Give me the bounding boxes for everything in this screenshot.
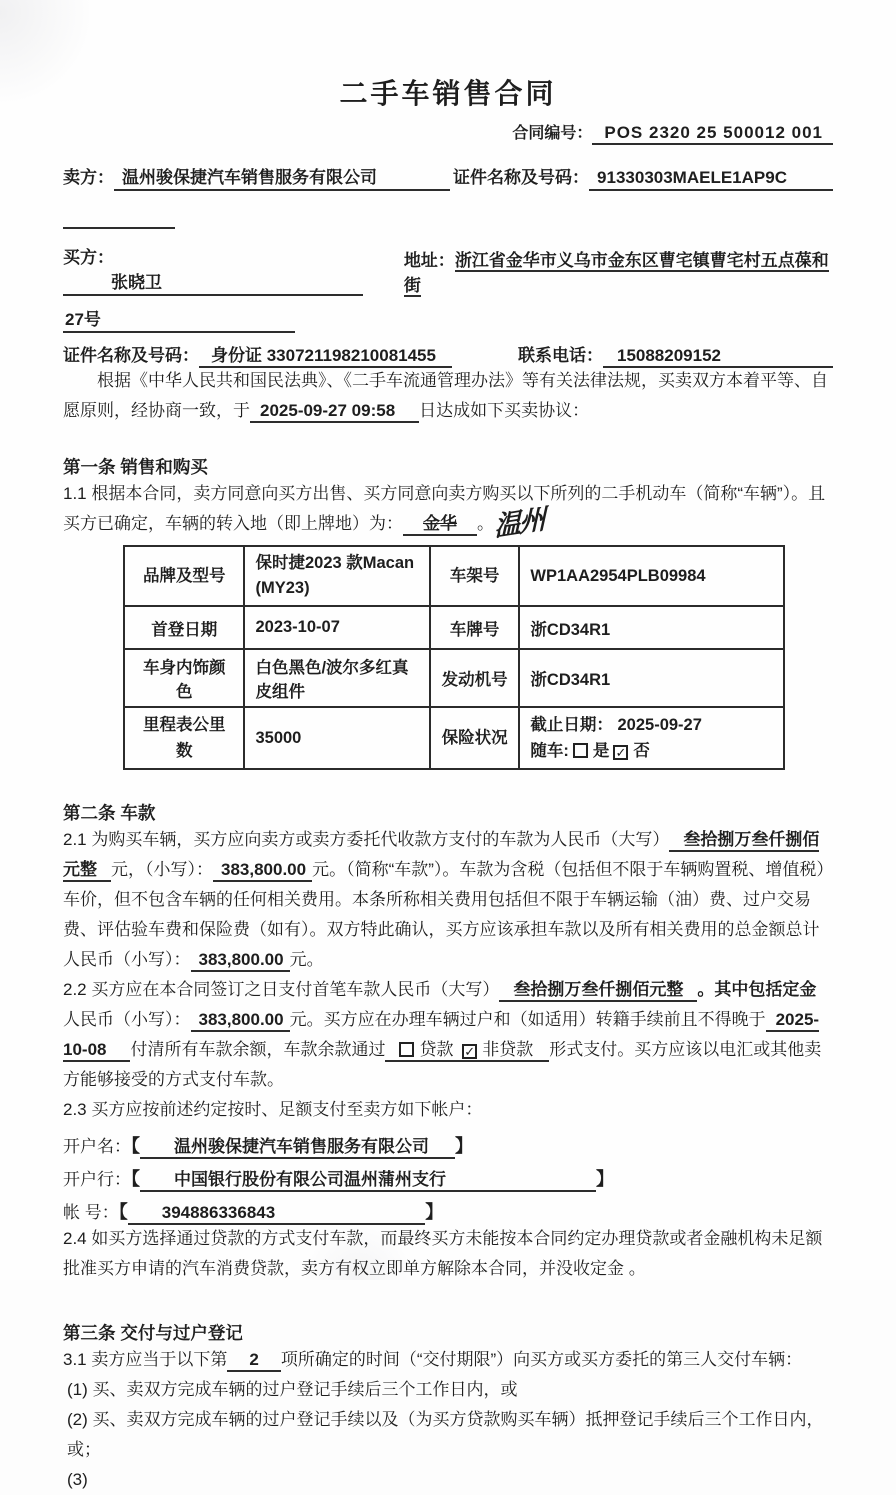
bracket-close: 】 [425,1202,444,1222]
non-loan-checkbox-checked-icon [462,1044,477,1059]
table-row [124,649,784,707]
loan-checkbox-unchecked-icon [399,1042,414,1057]
price-in-words: 叁拾捌万叁仟捌佰元整 [63,830,819,882]
address-line2-row [63,305,833,333]
color-label: 车身内饰颜色 [124,649,244,707]
total-amount-figures: 383,800.00 [191,950,290,972]
section2-heading: 第二条 车款 [63,803,156,823]
account-bank-label: 开户行： [63,1170,131,1189]
withcar-no-label: 否 [633,742,650,760]
deposit-bold-text: 其中包括定金 [714,980,817,999]
withcar-yes-checkbox-unchecked-icon [573,743,588,758]
first-registration-value: 2023-10-07 [244,606,429,649]
seller-cert-field [453,163,833,191]
clause-2-3: 2.3 买方应按前述约定按时、足额支付至卖方如下帐户： [63,1100,483,1119]
address-field [404,246,833,296]
contract-number-row [63,120,833,143]
buyer-cert-row [63,341,833,366]
clause-2-2-text-3: 元。买方应在办理车辆过户和（如适用）转籍手续前且不得晚于 [289,1010,766,1029]
insurance-status-label: 保险状况 [430,707,520,769]
table-row [124,546,784,606]
clause-2-2-text-2: 人民币（小写）： [63,1010,191,1029]
non-loan-option-label: 非贷款 [482,1040,534,1059]
price-in-figures: 383,800.00 [213,860,312,882]
plate-number-label: 车牌号 [430,606,520,649]
account-bank-row [63,1165,833,1191]
clause-2-2 [63,975,833,1095]
table-row [124,707,784,769]
clause-2-1-text-1: 2.1 为购买车辆，买方应向卖方或卖方委托代收款方支付的车款为人民币（大写） [63,830,670,849]
withcar-no-checkbox-checked-icon [613,745,628,760]
account-number-label: 帐 号： [63,1203,119,1222]
payment-method-blank [385,1040,549,1062]
table-row [124,606,784,649]
handwritten-correction: 温州 [494,503,545,543]
seller-label: 卖方： [63,168,114,187]
insurance-deadline-value: 2025-09-27 [617,716,702,734]
clause-3-1-item-3: (3) [67,1470,88,1489]
account-number-row [63,1198,833,1224]
seller-cert-label: 证件名称及号码： [453,168,590,187]
account-number-value: 394886336843 [128,1203,425,1225]
withcar-yes-label: 是 [592,742,610,760]
buyer-cert-label: 证件名称及号码： [63,346,199,365]
insurance-deadline-label: 截止日期： [530,716,613,734]
seller-row [63,163,833,191]
address-label: 地址： [403,251,455,270]
engine-number-value: 浙CD34R1 [519,649,784,707]
page-title: 二手车销售合同 [339,78,557,109]
signing-datetime: 2025-09-27 09:58 [250,401,419,423]
deposit-in-figures: 383,800.00 [191,1010,290,1032]
clause-2-1-text-4: 元。 [289,950,324,969]
bracket-open: 【 [131,1169,140,1189]
account-bank-value: 中国银行股份有限公司温州蒲州支行 [140,1170,596,1192]
odometer-value: 35000 [244,707,429,769]
clause-1-1-text: 1.1 根据本合同，卖方同意向买方出售、买方同意向卖方购买以下所列的二手机动车（简称“车辆”）。且买方已确定，车辆的转入地（即上牌地）为： [63,484,826,533]
engine-number-label: 发动机号 [430,649,520,707]
insurance-status-cell [519,707,784,769]
preamble-paragraph [63,366,833,426]
seller-cert-number: 91330303MAELE1AP9C [589,168,833,191]
buyer-label: 买方： [63,248,114,267]
first-payment-in-words: 叁拾捌万叁仟捌佰元整 [499,980,697,1002]
preamble-text-1: 根据《中华人民共和国民法典》、《二手车流通管理办法》等有关法律法规，买卖双方本着平等、自愿原则，经协商一致，于 [63,371,828,420]
clause-2-4: 2.4 如买方选择通过贷款的方式支付车款，而最终买方未能按本合同约定办理贷款或者金融机构未足额批准买方申请的汽车消费贷款，卖方有权立即单方解除本合同，并没收定金 。 [63,1229,823,1278]
first-registration-label: 首登日期 [124,606,244,649]
insurance-deadline-line [530,712,773,738]
clause-2-1 [63,825,833,975]
clause-3-1-item-1: (1) 买、卖双方完成车辆的过户登记手续后三个工作日内，或 [67,1380,518,1399]
section1-heading: 第一条 销售和购买 [63,457,208,477]
account-name-row [63,1132,833,1158]
brand-model-label: 品牌及型号 [124,546,244,606]
clause-1-1 [63,479,833,543]
address-line1: 浙江省金华市义乌市金东区曹宅镇曹宅村五点葆和街 [403,251,829,295]
vin-value: WP1AA2954PLB09984 [519,546,784,606]
phone-label: 联系电话： [517,346,603,365]
section3-heading: 第三条 交付与过户登记 [63,1323,243,1343]
account-name-label: 开户名： [63,1137,131,1156]
bracket-open: 【 [131,1136,140,1156]
payment-deadline-date: 2025-10-08 [63,1010,819,1062]
phone-number: 15088209152 [603,346,833,368]
check-icon: ✓ [464,1044,476,1059]
brand-model-value: 保时捷2023 款Macan (MY23) [244,546,429,606]
bracket-close: 】 [455,1136,473,1156]
clause-1-1-period: 。 [477,514,494,533]
seller-field [63,163,450,191]
phone-field [518,341,833,366]
plate-number-value: 浙CD34R1 [519,606,784,649]
buyer-cert-field [63,341,452,366]
seller-name-continuation-underline [63,205,175,229]
preamble-text-2: 日达成如下买卖协议： [419,401,590,420]
insurance-withcar-line [530,738,773,764]
bracket-open: 【 [118,1202,128,1222]
buyer-cert-number: 身份证 330721198210081455 [199,346,452,368]
clause-2-2-text-4: 付清所有车款余额，车款余款通过 [130,1040,386,1059]
buyer-row [63,243,833,296]
clause-2-2-text-1: 2.2 买方应在本合同签订之日支付首笔车款人民币（大写） [63,980,500,999]
color-value: 白色黑色/波尔多红真皮组件 [244,649,429,707]
clause-2-2-period: 。 [697,980,715,999]
odometer-label: 里程表公里数 [124,707,244,769]
clause-3-1-item-2: (2) 买、卖双方完成车辆的过户登记手续以及（为买方贷款购买车辆）抵押登记手续后三个工作日内，或； [67,1410,824,1459]
clause-3-1-text-1: 3.1 卖方应当于以下第 [63,1350,228,1369]
bracket-close: 】 [596,1169,614,1189]
account-name-value: 温州骏保捷汽车销售服务有限公司 [140,1137,455,1159]
check-icon: ✓ [615,745,627,760]
delivery-option-number: 2 [227,1350,280,1372]
transfer-destination-blank [403,514,477,536]
vehicle-info-table [123,545,785,770]
clause-2-1-text-3: 元。（简称“车款”）。车款为含税（包括但不限于车辆购置税、增值税）车价，但不包含车辆的任何相关费用。本条所称相关费用包括但不限于车辆运输（油）费、过户交易费、评估验车费和保险费（如有）。双方特此确认，买方应该承担车款以及所有相关费用的总金额总计人民币（小写）： [63,860,825,969]
buyer-field [63,243,404,296]
contract-number-label: 合同编号： [512,125,593,142]
clause-2-2-text-5: 形式支付。买方应该以电汇或其他卖方能够接受的方式支付车款。 [63,1040,822,1089]
clause-3-1-text-2: 项所确定的时间（“交付期限”）向买方或买方委托的第三人交付车辆： [280,1350,803,1369]
loan-option-label: 贷款 [419,1040,454,1059]
contract-number-value: POS 2320 25 500012 001 [592,123,833,145]
clause-2-1-text-2: 元，（小写）： [111,860,213,879]
vin-label: 车架号 [430,546,520,606]
withcar-label: 随车: [530,742,569,760]
transfer-destination-crossed-out: 金华 [423,514,457,533]
seller-name: 温州骏保捷汽车销售服务有限公司 [114,163,450,191]
buyer-name: 张晓卫 [63,268,363,296]
address-line2: 27号 [63,305,295,333]
clause-3-1 [63,1345,833,1375]
